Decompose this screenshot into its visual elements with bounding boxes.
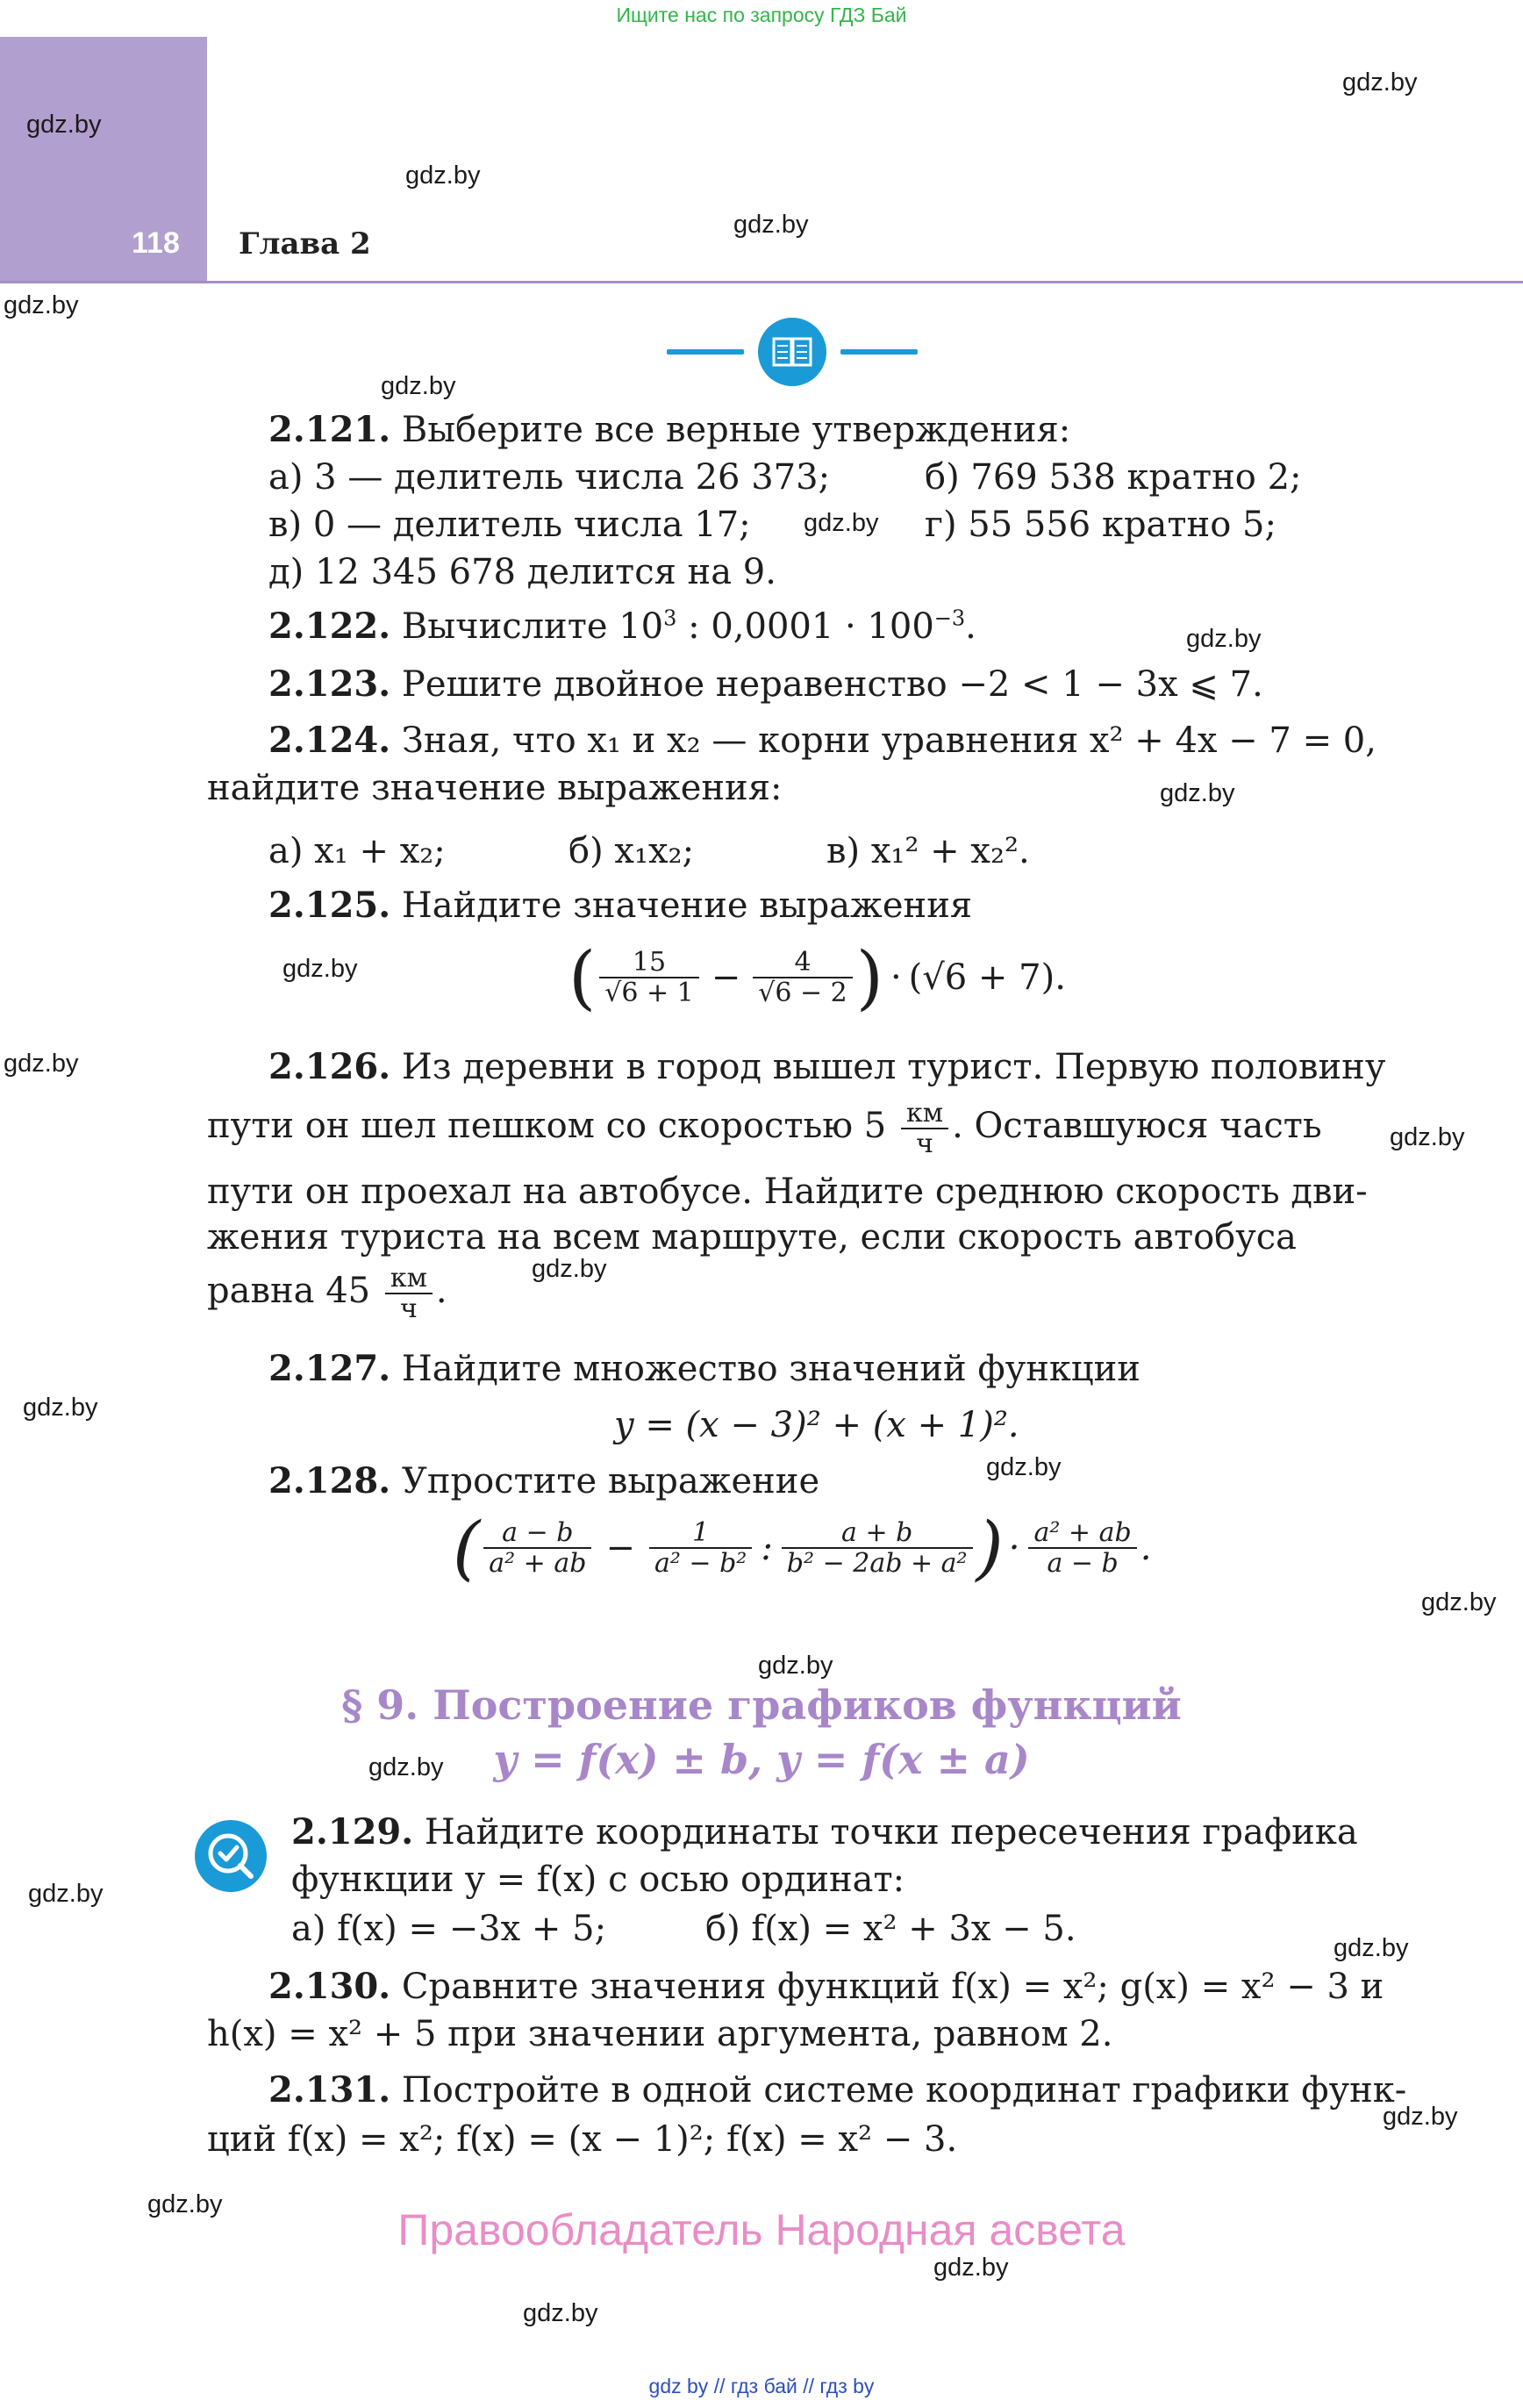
option-v: в) 0 — делитель числа 17; [268, 505, 751, 545]
problem-text: Зная, что x₁ и x₂ — корни уравнения x² + 4x − 7 = 0, [401, 720, 1376, 761]
option-a: а) f(x) = −3x + 5; [291, 1909, 607, 1949]
problem-2-122 [268, 606, 976, 648]
watermark: gdz.by [1186, 625, 1262, 653]
watermark: gdz.by [4, 1050, 79, 1078]
watermark: gdz.by [1334, 1934, 1409, 1962]
problem-number: 2.128. [268, 1460, 391, 1501]
watermark: gdz.by [1421, 1588, 1497, 1616]
option-g: г) 55 556 кратно 5; [925, 505, 1276, 545]
page-number: 118 [132, 226, 180, 260]
expr-tail: . [965, 606, 976, 647]
section-title: § 9. Построение графиков функций [341, 1681, 1182, 1729]
problem-text: Из деревни в город вышел турист. Первую половину [401, 1047, 1386, 1087]
watermark: gdz.by [933, 2254, 1009, 2282]
problem-text: Сравните значения функций f(x) = x²; g(x) = x² − 3 и [401, 1967, 1384, 2007]
option-a: а) x₁ + x₂; [268, 831, 446, 871]
formula-tail: (√6 + 7). [908, 957, 1066, 998]
top-banner[interactable]: Ищите нас по запросу ГДЗ Бай [616, 4, 907, 26]
problem-2-127 [268, 1348, 1140, 1390]
problem-text: Решите двойное неравенство −2 < 1 − 3x ⩽ 7. [401, 664, 1263, 705]
problem-text-line2: h(x) = x² + 5 при значении аргумента, равном 2. [207, 2014, 1113, 2054]
problem-number: 2.129. [291, 1811, 414, 1853]
problem-text-line2: ций f(x) = x²; f(x) = (x − 1)²; f(x) = x² − 3. [207, 2119, 958, 2160]
magnifier-check-icon [195, 1820, 267, 1892]
watermark: gdz.by [523, 2299, 598, 2327]
problem-number: 2.130. [268, 1966, 391, 2007]
problem-text-line2: пути он шел пешком со скоростью 5 $\frac{км}{ч}$ . Оставшуюся часть [207, 1098, 1322, 1159]
watermark: gdz.by [405, 161, 481, 190]
watermark: gdz.by [733, 211, 809, 239]
problem-2-128 [268, 1460, 819, 1502]
expr-part: 10 [618, 606, 664, 647]
problem-text-line5: равна 45 $\frac{км}{ч}$ . [207, 1263, 447, 1324]
problem-number: 2.127. [268, 1348, 391, 1389]
watermark: gdz.by [147, 2190, 223, 2218]
watermark: gdz.by [1383, 2103, 1458, 2131]
unit-fraction: $\frac{км}{ч}$ [385, 1264, 433, 1323]
copyright-notice: Правообладатель Народная асвета [397, 2205, 1126, 2254]
problem-text-line4: жения туриста на всем маршруте, если скорость автобуса [207, 1217, 1298, 1258]
problem-2-129 [291, 1811, 1358, 1853]
problem-number: 2.121. [268, 409, 391, 450]
expr-part: : 0,0001 · 100 [676, 606, 934, 647]
problem-number: 2.124. [268, 720, 391, 761]
open-book-icon [758, 318, 826, 386]
problem-2-124 [268, 720, 1376, 762]
fraction: $\frac{4}{√6 - 2}$ [753, 948, 853, 1007]
watermark: gdz.by [804, 509, 879, 537]
option-d: д) 12 345 678 делится на 9. [268, 552, 776, 592]
problem-text: Найдите значение выражения [401, 885, 973, 926]
problem-text: Выберите все верные утверждения: [401, 410, 1071, 450]
problem-number: 2.126. [268, 1046, 391, 1087]
book-divider-left [667, 349, 744, 355]
problem-2-131 [268, 2069, 1406, 2111]
chapter-title: Глава 2 [239, 226, 371, 262]
fraction: $\frac{\text{a² + ab}}{a - b}$ [1028, 1518, 1136, 1578]
option-v: в) x₁² + x₂². [826, 831, 1030, 871]
watermark: gdz.by [28, 1880, 104, 1908]
formula-2-128: ( $\frac{a - b}{\text{a² + ab}}$ − $\frac{1}{\text{a² − b²}}$ : $\frac{a + b}{\text{b² − 2ab + a²}}$ ) · $\frac{\text{a² + ab}}{a - b}$ . [453, 1507, 1152, 1588]
problem-text: Найдите координаты точки пересечения графика [424, 1812, 1358, 1853]
fraction: $\frac{1}{\text{a² − b²}}$ [649, 1518, 752, 1578]
problem-2-125 [268, 885, 972, 927]
section-subtitle: y = f(x) ± b, y = f(x ± a) [493, 1736, 1030, 1783]
problem-number: 2.122. [268, 606, 391, 647]
header-divider [0, 281, 1523, 283]
unit-fraction: $\frac{км}{ч}$ [901, 1099, 948, 1158]
problem-number: 2.131. [268, 2069, 391, 2111]
watermark: gdz.by [1342, 68, 1418, 97]
problem-2-130 [268, 1966, 1384, 2008]
problem-text-line3: пути он проехал на автобусе. Найдите среднюю скорость дви- [207, 1172, 1368, 1212]
exponent: 3 [663, 606, 677, 631]
watermark: gdz.by [4, 291, 79, 319]
problem-text: Постройте в одной системе координат графики функ- [401, 2070, 1407, 2111]
option-b: б) f(x) = x² + 3x − 5. [705, 1909, 1076, 1949]
option-b: б) x₁x₂; [568, 831, 695, 871]
watermark: gdz.by [282, 955, 358, 983]
formula-2-125: ( $\frac{15}{√6 + 1}$ − $\frac{4}{√6 - 2}$ ) · (√6 + 7). [568, 936, 1066, 1018]
bottom-links[interactable]: gdz by // гдз бай // гдз by [648, 2375, 875, 2397]
watermark: gdz.by [23, 1394, 98, 1422]
formula-2-127: y = (x − 3)² + (x + 1)². [614, 1405, 1019, 1445]
watermark: gdz.by [381, 372, 456, 400]
problem-text-line2: функции y = f(x) с осью ординат: [291, 1860, 905, 1900]
problem-text: Вычислите [401, 606, 608, 647]
watermark: gdz.by [1160, 779, 1235, 807]
watermark: gdz.by [26, 111, 102, 139]
option-a: а) 3 — делитель числа 26 373; [268, 457, 831, 498]
problem-2-126 [268, 1046, 1385, 1088]
fraction: $\frac{a - b}{\text{a² + ab}}$ [483, 1518, 591, 1578]
watermark: gdz.by [758, 1652, 833, 1680]
problem-2-121 [268, 409, 1070, 451]
watermark: gdz.by [986, 1453, 1062, 1481]
fraction: $\frac{15}{√6 + 1}$ [599, 948, 699, 1007]
problem-number: 2.125. [268, 885, 391, 926]
problem-number: 2.123. [268, 663, 391, 705]
watermark: gdz.by [368, 1753, 444, 1781]
problem-text: Найдите множество значений функции [401, 1349, 1140, 1389]
book-divider-right [840, 349, 918, 355]
exponent: −3 [933, 606, 966, 631]
problem-2-123 [268, 663, 1263, 706]
watermark: gdz.by [532, 1255, 607, 1283]
fraction: $\frac{a + b}{\text{b² − 2ab + a²}}$ [782, 1518, 973, 1578]
problem-text-line2: найдите значение выражения: [207, 768, 783, 808]
option-b: б) 769 538 кратно 2; [925, 457, 1302, 498]
problem-text: Упростите выражение [401, 1461, 820, 1501]
watermark: gdz.by [1390, 1123, 1465, 1151]
